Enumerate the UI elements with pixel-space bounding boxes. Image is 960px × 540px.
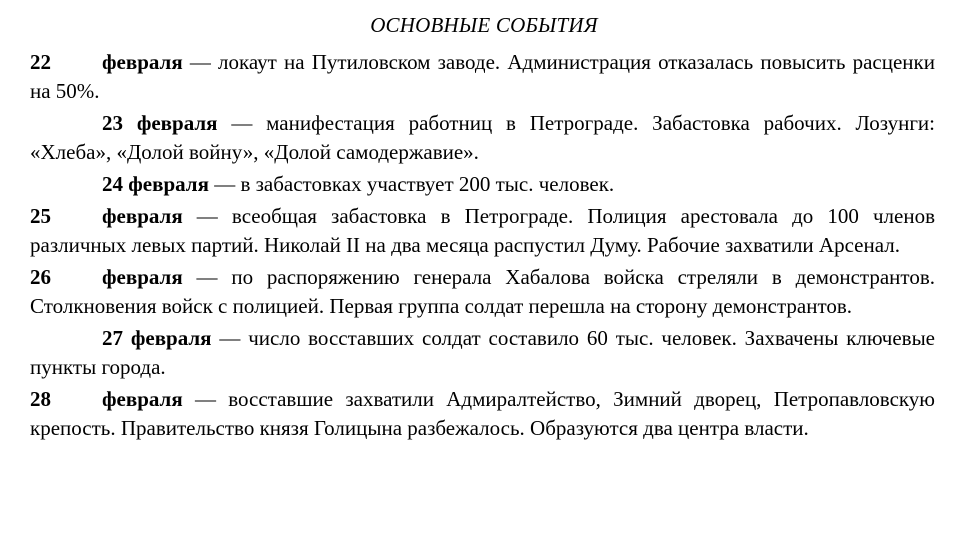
event-month: февраля: [102, 387, 183, 411]
event-month: февраля: [136, 111, 218, 135]
event-date: [30, 204, 183, 228]
event-feb-27: [30, 324, 935, 382]
event-date: [102, 326, 212, 350]
page-title: ОСНОВНЫЕ СОБЫТИЯ: [370, 13, 598, 37]
event-text: — восставшие захватили Адмиралтейство, Зимний дворец, Петропавловскую крепость. Правительство князя Голицына разбежалось. Образуются два центра власти.: [30, 387, 935, 440]
event-month: февраля: [128, 172, 209, 196]
event-feb-22: [30, 48, 935, 106]
event-text: — локаут на Путиловском заводе. Администрация отказалась повысить расценки на 50%.: [30, 50, 935, 103]
event-day: 23: [102, 111, 123, 135]
event-feb-24: [30, 170, 935, 199]
event-date: [30, 50, 183, 74]
event-feb-25: [30, 202, 935, 260]
event-date: [102, 111, 218, 135]
event-day: 28: [30, 387, 51, 411]
event-month: февраля: [102, 50, 183, 74]
event-month: февраля: [130, 326, 212, 350]
event-month: февраля: [102, 265, 183, 289]
event-feb-26: [30, 263, 935, 321]
event-date: [30, 387, 183, 411]
event-day: 26: [30, 265, 51, 289]
event-month: февраля: [102, 204, 183, 228]
event-date: [30, 265, 183, 289]
event-text: — число восставших солдат составило 60 тыс. человек. Захвачены ключевые пункты города.: [30, 326, 936, 379]
event-feb-23: [30, 109, 935, 167]
event-text: — манифестация работниц в Петрограде. Забастовка рабочих. Лозунги: «Хлеба», «Долой войну», «Долой самодержавие».: [30, 111, 936, 164]
event-text: — в забастовках участвует 200 тыс. человек.: [208, 172, 615, 196]
events-list: [30, 48, 935, 443]
event-feb-28: [30, 385, 935, 443]
event-day: 24: [102, 172, 123, 196]
event-day: 27: [102, 326, 123, 350]
event-text: — по распоряжению генерала Хабалова войска стреляли в демонстрантов. Столкновения войск с полицией. Первая группа солдат перешла на сторону демонстрантов.: [30, 265, 935, 318]
event-day: 22: [30, 50, 51, 74]
event-text: — всеобщая забастовка в Петрограде. Полиция арестовала до 100 членов различных левых партий. Николай II на два месяца распустил Думу. Рабочие захватили Арсенал.: [30, 204, 935, 257]
event-day: 25: [30, 204, 51, 228]
event-date: [102, 172, 209, 196]
